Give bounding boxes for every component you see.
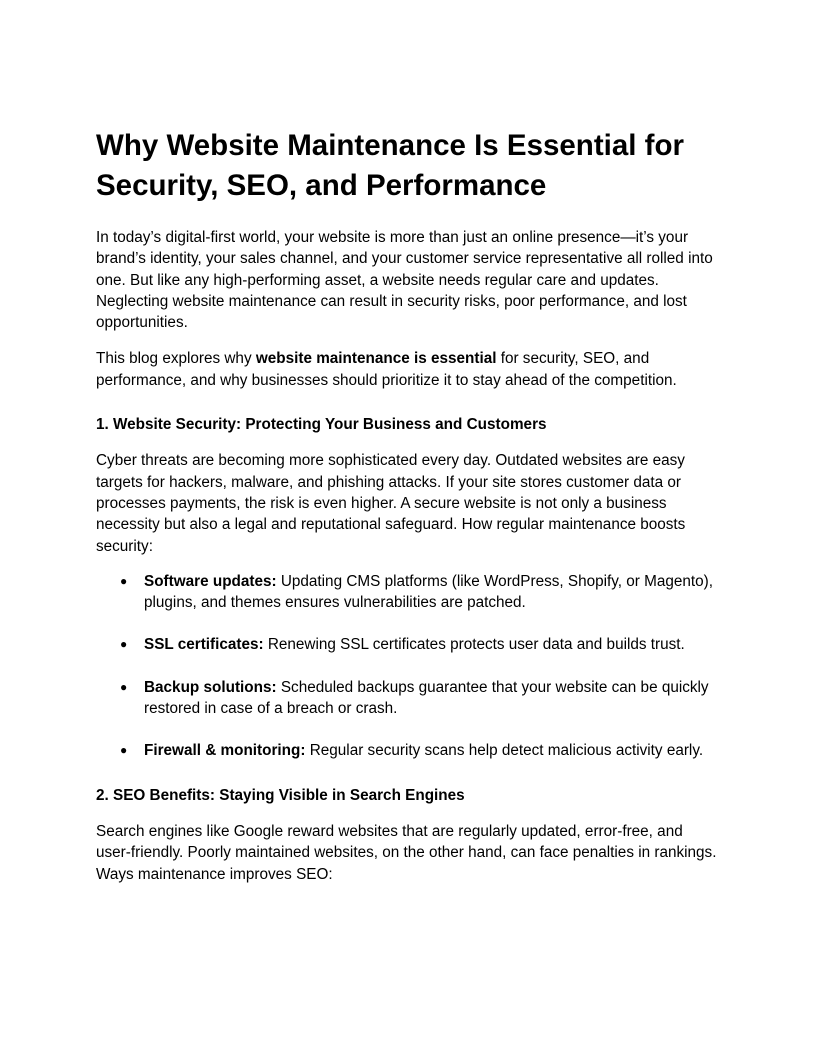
bullet-icon: ● (120, 637, 128, 652)
intro-paragraph-2-emphasis: website maintenance is essential (255, 350, 497, 368)
page-title: Why Website Maintenance Is Essential for Security, SEO, and Performance (96, 129, 684, 202)
list-item (96, 677, 720, 720)
bullet-icon: ● (120, 679, 128, 694)
intro-paragraph-2 (96, 348, 720, 391)
list-item-label: Firewall & monitoring: (144, 742, 306, 760)
list-item (96, 634, 720, 655)
list-item-label: SSL certificates: (144, 636, 264, 654)
intro-paragraph-2-tail: for security, SEO, and performance, and why businesses should prioritize it to stay ahead of the competition. (96, 350, 677, 389)
bullet-icon: ● (120, 743, 128, 758)
list-item-label: Backup solutions: (144, 678, 277, 696)
list-item (96, 740, 720, 761)
list-item (96, 571, 720, 614)
list-item-text: Scheduled backups guarantee that your website can be quickly restored in case of a breach or crash. (144, 678, 709, 718)
list-item-text: Renewing SSL certificates protects user data and builds trust. (263, 636, 685, 654)
security-bullet-list (96, 571, 720, 762)
list-item-text: Updating CMS platforms (like WordPress, Shopify, or Magento), plugins, and themes ensures vulnerabilities are patched. (144, 572, 714, 612)
section-2-paragraph: Search engines like Google reward websites that are regularly updated, error-free, and user-friendly. Poorly maintained websites, on the other hand, can face penalties in rankings. Ways maintenance improves SEO: (96, 822, 717, 883)
section-1-paragraph: Cyber threats are becoming more sophisticated every day. Outdated websites are easy targets for hackers, malware, and phishing attacks. If your site stores customer data or processes payments, the risk is even higher. A secure website is not only a business necessity but also a legal and reputational safeguard. How regular maintenance boosts security: (96, 452, 686, 555)
list-item-text: Regular security scans help detect malicious activity early. (305, 742, 704, 760)
list-item-label: Software updates: (144, 572, 277, 590)
section-1-heading: 1. Website Security: Protecting Your Business and Customers (96, 416, 547, 434)
intro-paragraph-1: In today’s digital-first world, your website is more than just an online presence—it’s your brand’s identity, your sales channel, and your customer service representative all rolled into one. But like any high-performing asset, a website needs regular care and updates. Neglecting website maintenance can result in security risks, poor performance, and lost opportunities. (96, 229, 713, 332)
bullet-icon: ● (120, 573, 128, 588)
document-page (96, 126, 720, 885)
intro-paragraph-2-lead: This blog explores why (96, 350, 256, 368)
section-2-heading: 2. SEO Benefits: Staying Visible in Search Engines (96, 786, 465, 804)
